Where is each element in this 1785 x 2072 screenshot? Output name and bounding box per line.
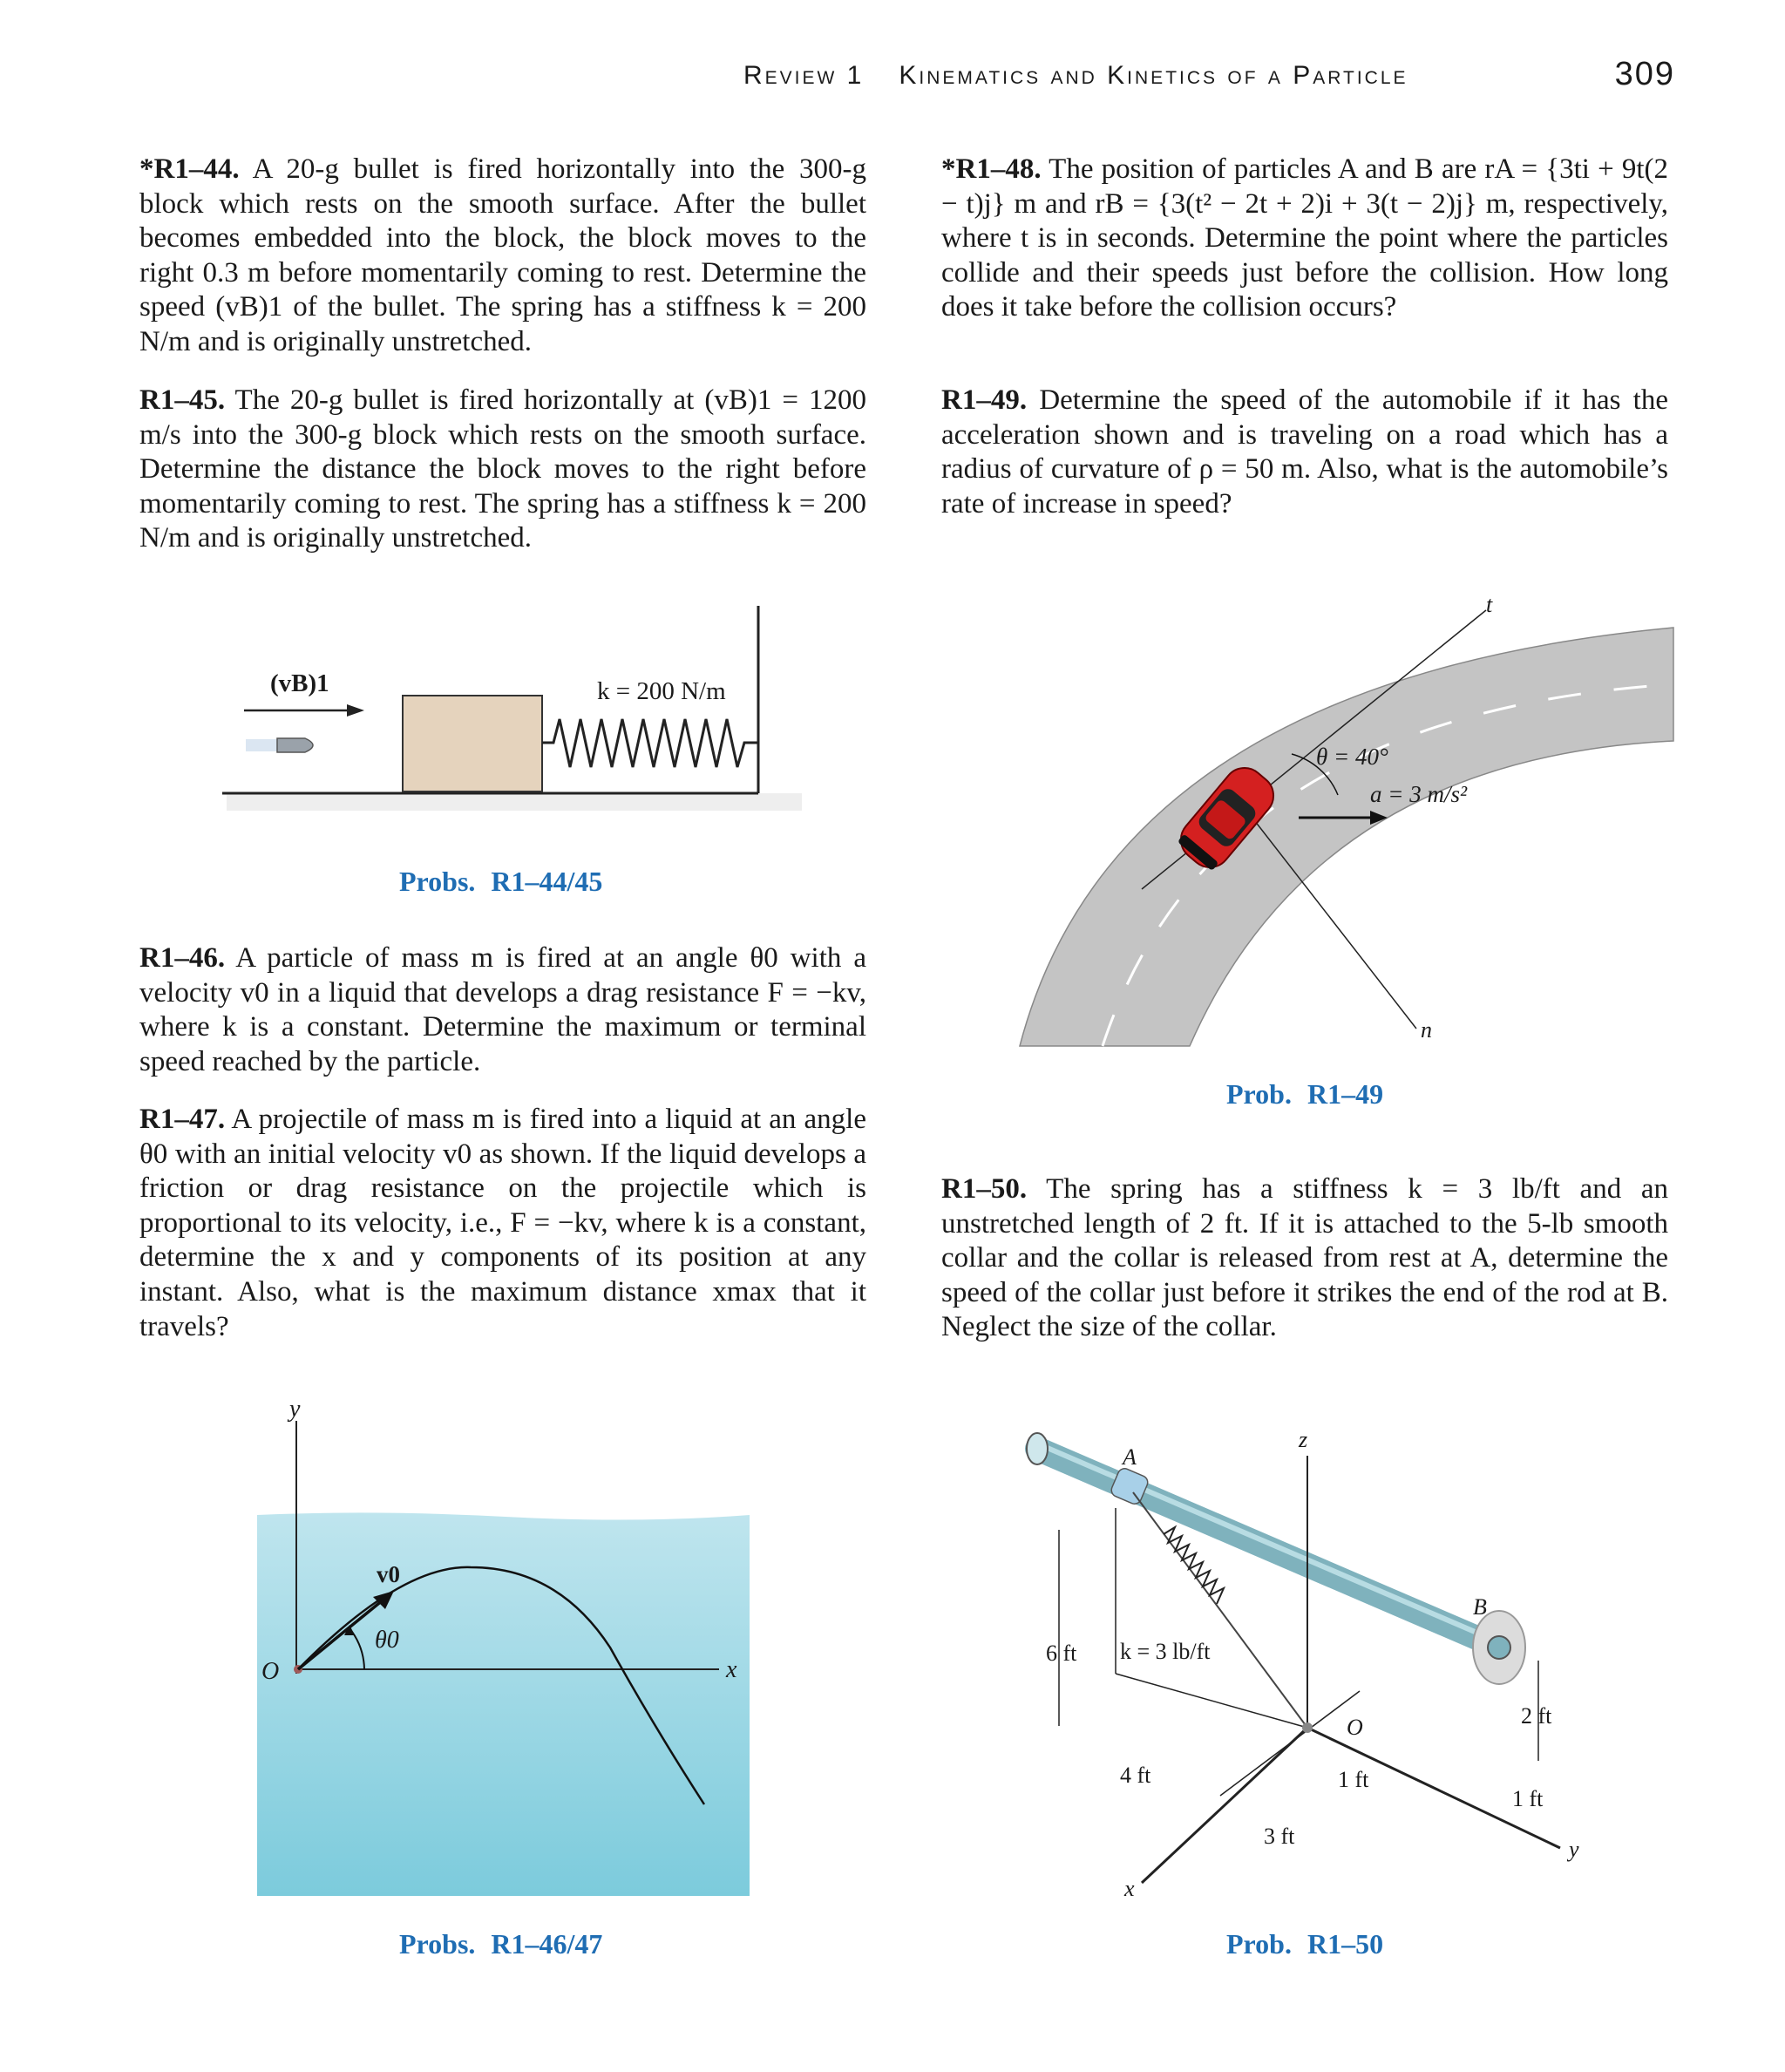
- caption-id: R1–49: [1307, 1078, 1384, 1110]
- y-axis-label: y: [289, 1396, 301, 1423]
- problem-r1-44: [139, 153, 866, 360]
- caption-probs-r1-46-47: [399, 1928, 602, 1960]
- dim-4ft-label: 4 ft: [1120, 1763, 1151, 1788]
- figure-collar-rod: [1011, 1412, 1673, 1909]
- problem-number: *R1–48.: [941, 153, 1042, 185]
- caption-prob-r1-49: [1226, 1078, 1383, 1111]
- dim-6ft-label: 6 ft: [1046, 1641, 1077, 1666]
- caption-probs-r1-44-45: [399, 866, 602, 898]
- origin-point: [1302, 1722, 1313, 1733]
- figure-car-on-road: [1011, 593, 1673, 1055]
- page-number: 309: [1614, 56, 1675, 92]
- caption-prefix: Prob.: [1226, 1078, 1292, 1110]
- bullet: [277, 738, 313, 752]
- origin-label: O: [261, 1658, 280, 1685]
- y-axis-label: y: [1569, 1837, 1579, 1862]
- caption-prob-r1-50: [1226, 1928, 1383, 1960]
- floor-shadow: [227, 793, 802, 811]
- spring-label: k = 200 N/m: [597, 677, 726, 705]
- problem-number: *R1–44.: [139, 153, 240, 185]
- acceleration-label: a = 3 m/s²: [1370, 781, 1468, 807]
- running-head: [743, 61, 1408, 91]
- velocity-arrowhead: [347, 704, 364, 717]
- rod: [1037, 1449, 1499, 1647]
- road: [1020, 628, 1673, 1046]
- problem-text: Determine the speed of the automobile if it has the acceleration shown and is traveling on a road which has a radius of curvature of ρ = 50 m. Also, what is the automobile’s rate of increase in speed?: [941, 384, 1669, 520]
- problem-r1-48: [941, 153, 1668, 325]
- problem-number: R1–49.: [941, 384, 1028, 416]
- rod-highlight: [1037, 1444, 1499, 1642]
- x-axis-label: x: [726, 1656, 737, 1683]
- z-axis-label: z: [1299, 1427, 1308, 1452]
- point-b-label: B: [1473, 1594, 1487, 1620]
- spring-coils: [1164, 1527, 1224, 1604]
- caption-prefix: Prob.: [1226, 1928, 1292, 1960]
- problem-r1-45: [139, 384, 866, 556]
- problem-number: R1–45.: [139, 384, 226, 416]
- caption-prefix: Probs.: [399, 866, 476, 897]
- spring: [542, 719, 758, 767]
- dim-2ft-label: 2 ft: [1521, 1703, 1552, 1729]
- caption-id: R1–46/47: [491, 1928, 603, 1960]
- angle-label: θ0: [375, 1627, 399, 1654]
- problem-r1-47: [139, 1103, 866, 1344]
- problem-text: The spring has a stiffness k = 3 lb/ft and an unstretched length of 2 ft. If it is attached to the 5-lb smooth collar and the collar is released from rest at A, determine the speed of the collar just before it strikes the end of the rod at B. Neglect the size of the collar.: [941, 1173, 1669, 1343]
- problem-text: The 20-g bullet is fired horizontally at (vB)1 = 1200 m/s into the 300-g block which rests on the smooth surface. Determine the distance the block moves to the right before momentarily coming to rest. The spring has a stiffness k = 200 N/m and is originally unstretched.: [139, 384, 867, 554]
- problem-r1-46: [139, 941, 866, 1079]
- dim-1ft-label-b: 1 ft: [1512, 1786, 1544, 1811]
- bullet-trail: [246, 739, 277, 751]
- angle-label: θ = 40°: [1316, 744, 1388, 770]
- caption-id: R1–50: [1307, 1928, 1384, 1960]
- problem-r1-49: [941, 384, 1668, 521]
- velocity-label: (vB)1: [270, 669, 329, 697]
- problem-text: The position of particles A and B are rA = {3ti + 9t(2 − t)j} m and rB = {3(t² − 2t + 2)i + 3(t − 2)j} m, respectively, where t is in seconds. Determine the point where the particles collide and their speeds just before the collision. How long does it take before the collision occurs?: [941, 153, 1669, 323]
- problem-number: R1–47.: [139, 1104, 226, 1135]
- normal-label: n: [1421, 1017, 1432, 1043]
- dash-line-2: [1116, 1674, 1307, 1728]
- rod-end: [1027, 1433, 1048, 1464]
- problem-r1-50: [941, 1172, 1668, 1345]
- problem-number: R1–46.: [139, 942, 226, 974]
- caption-id: R1–44/45: [491, 866, 603, 897]
- point-a-label: A: [1123, 1444, 1137, 1470]
- problem-text: A projectile of mass m is fired into a liquid at an angle θ0 with an initial velocity v0 as shown. If the liquid develops a friction or drag resistance on the projectile which is proportional to its velocity, i.e., F = −kv, where k is a constant, determine the x and y components of its position at any instant. Also, what is the maximum distance xmax that it travels?: [139, 1104, 866, 1342]
- spring-label: k = 3 lb/ft: [1120, 1639, 1211, 1664]
- problem-number: R1–50.: [941, 1173, 1028, 1205]
- caption-prefix: Probs.: [399, 1928, 476, 1960]
- rod-end-b: [1488, 1636, 1510, 1659]
- dim-3ft-label: 3 ft: [1264, 1824, 1295, 1849]
- origin-label: O: [1347, 1715, 1363, 1740]
- chapter-label: Review 1: [743, 61, 865, 90]
- problem-text: A particle of mass m is fired at an angle θ0 with a velocity v0 in a liquid that develops a drag resistance F = −kv, where k is a constant. Determine the maximum or terminal speed reached by the particle.: [139, 942, 866, 1077]
- velocity-label: v0: [377, 1561, 400, 1587]
- figure-bullet-block-spring: [209, 593, 819, 837]
- chapter-title: Kinematics and Kinetics of a Particle: [899, 61, 1408, 90]
- dim-1ft-label-a: 1 ft: [1338, 1767, 1369, 1792]
- tangent-label: t: [1486, 592, 1493, 617]
- problem-text: A 20-g bullet is fired horizontally into the 300-g block which rests on the smooth surface. After the bullet becomes embedded into the block, the block moves to the right 0.3 m before momentarily coming to rest. Determine the speed (vB)1 of the bullet. The spring has a stiffness k = 200 N/m and is originally unstretched.: [139, 153, 866, 357]
- block: [403, 696, 542, 791]
- figure-projectile-liquid: [244, 1395, 767, 1900]
- x-axis-label: x: [1124, 1876, 1135, 1901]
- x-axis: [1142, 1728, 1307, 1883]
